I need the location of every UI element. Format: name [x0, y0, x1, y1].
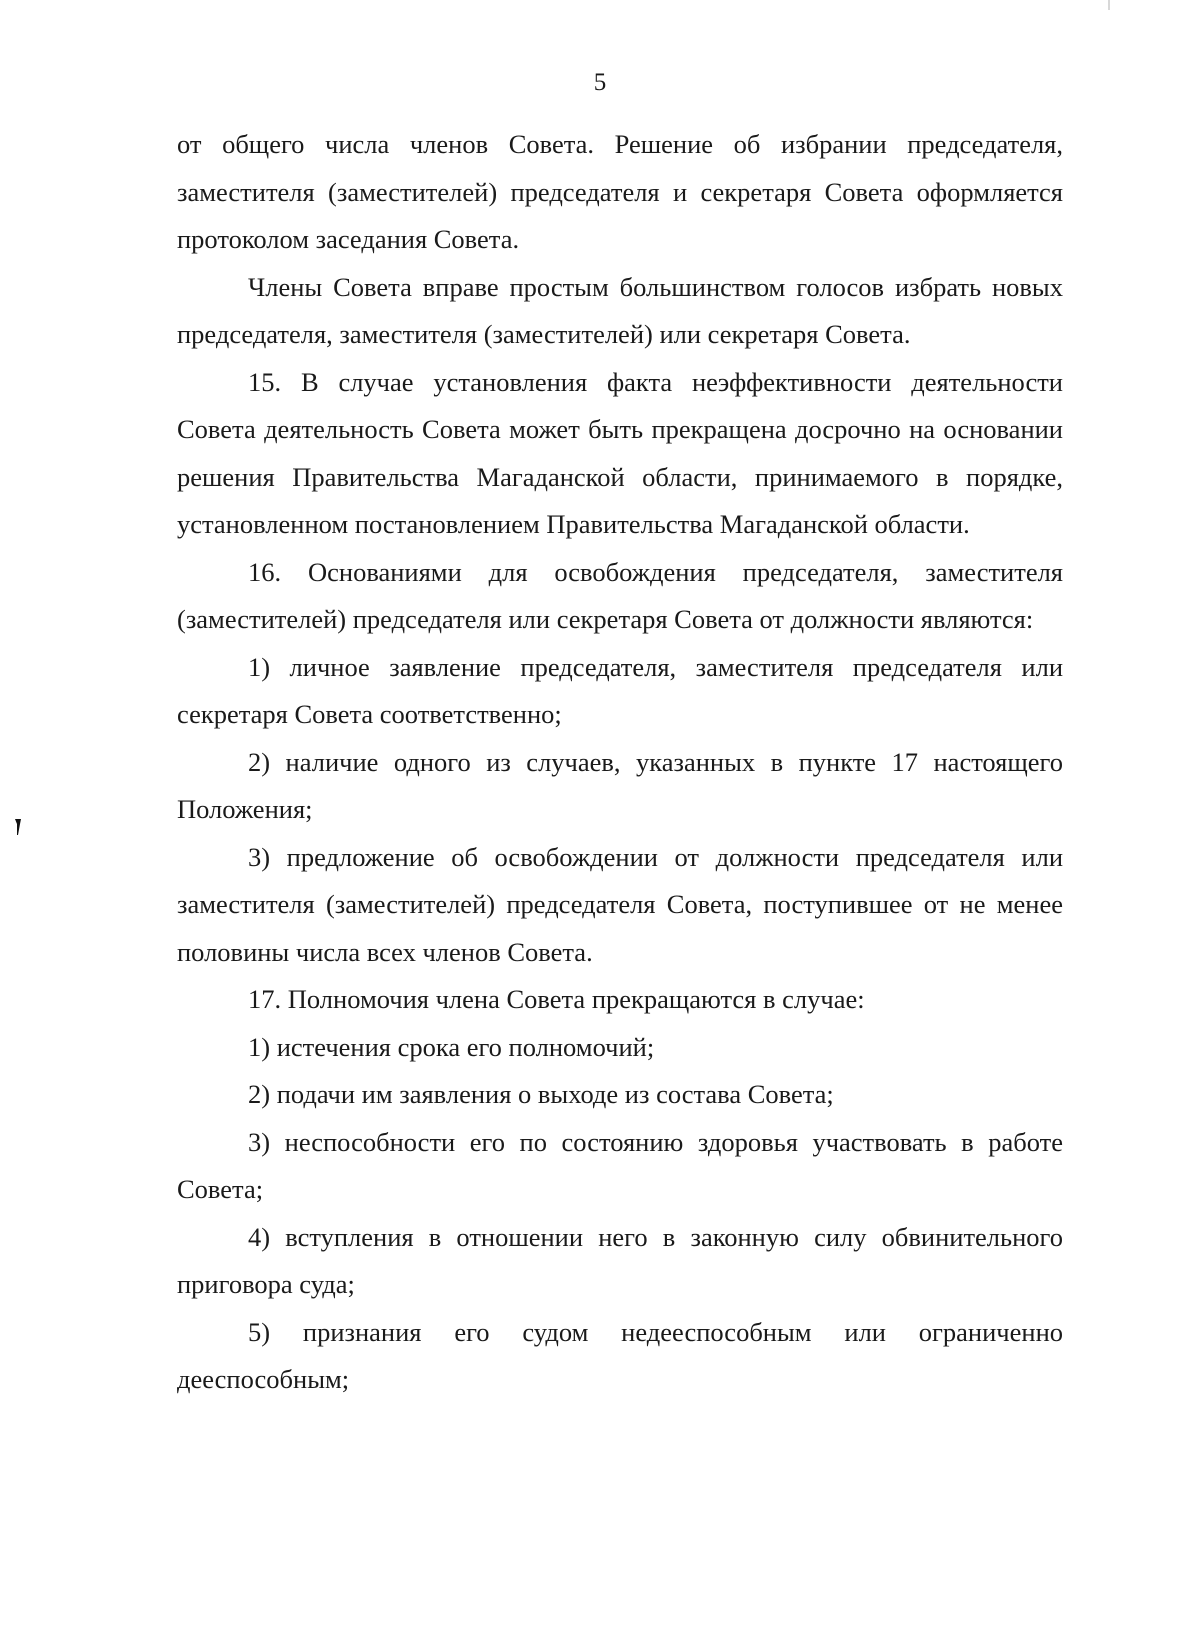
list-item: 2) подачи им заявления о выходе из состава Совета;: [248, 1079, 834, 1109]
list-item: 1) личное заявление председателя, заместителя председателя или секретаря Совета соответственно;: [177, 651, 1063, 729]
scan-speck: [14, 818, 22, 836]
scan-artifact: [1108, 0, 1110, 10]
list-item: 1) истечения срока его полномочий;: [248, 1031, 655, 1062]
list-item: 4) вступления в отношении него в законную силу обвинительного приговора суда;: [177, 1221, 1063, 1299]
page-number: 5: [593, 69, 607, 96]
list-item: 5) признания его судом недееспособным или ограниченно дееспособным;: [177, 1316, 1063, 1394]
list-item: 3) неспособности его по состоянию здоровья участвовать в работе Совета;: [177, 1126, 1063, 1204]
paragraph-clause-17: 17. Полномочия члена Совета прекращаются в случае:: [248, 984, 865, 1014]
list-item: 3) предложение об освобождении от должности председателя или заместителя (заместителей) председателя Совета, поступившее от не менее половины числа всех членов Совета.: [177, 841, 1063, 967]
list-item: 2) наличие одного из случаев, указанных в пункте 17 настоящего Положения;: [177, 746, 1063, 824]
paragraph: Члены Совета вправе простым большинством голосов избрать новых председателя, заместителя (заместителей) или секретаря Совета.: [177, 271, 1063, 349]
paragraph-continuation: от общего числа членов Совета. Решение об избрании председателя, заместителя (заместителей) председателя и секретаря Совета оформляется протоколом заседания Совета.: [177, 129, 1063, 254]
paragraph-clause-15: 15. В случае установления факта неэффективности деятельности Совета деятельность Совета может быть прекращена досрочно на основании решения Правительства Магаданской области, принимаемого в порядке, установленном постановлением Правительства Магаданской области.: [177, 366, 1063, 539]
paragraph-clause-16: 16. Основаниями для освобождения председателя, заместителя (заместителей) председателя или секретаря Совета от должности являются:: [177, 556, 1063, 634]
document-body: [177, 121, 1063, 1404]
